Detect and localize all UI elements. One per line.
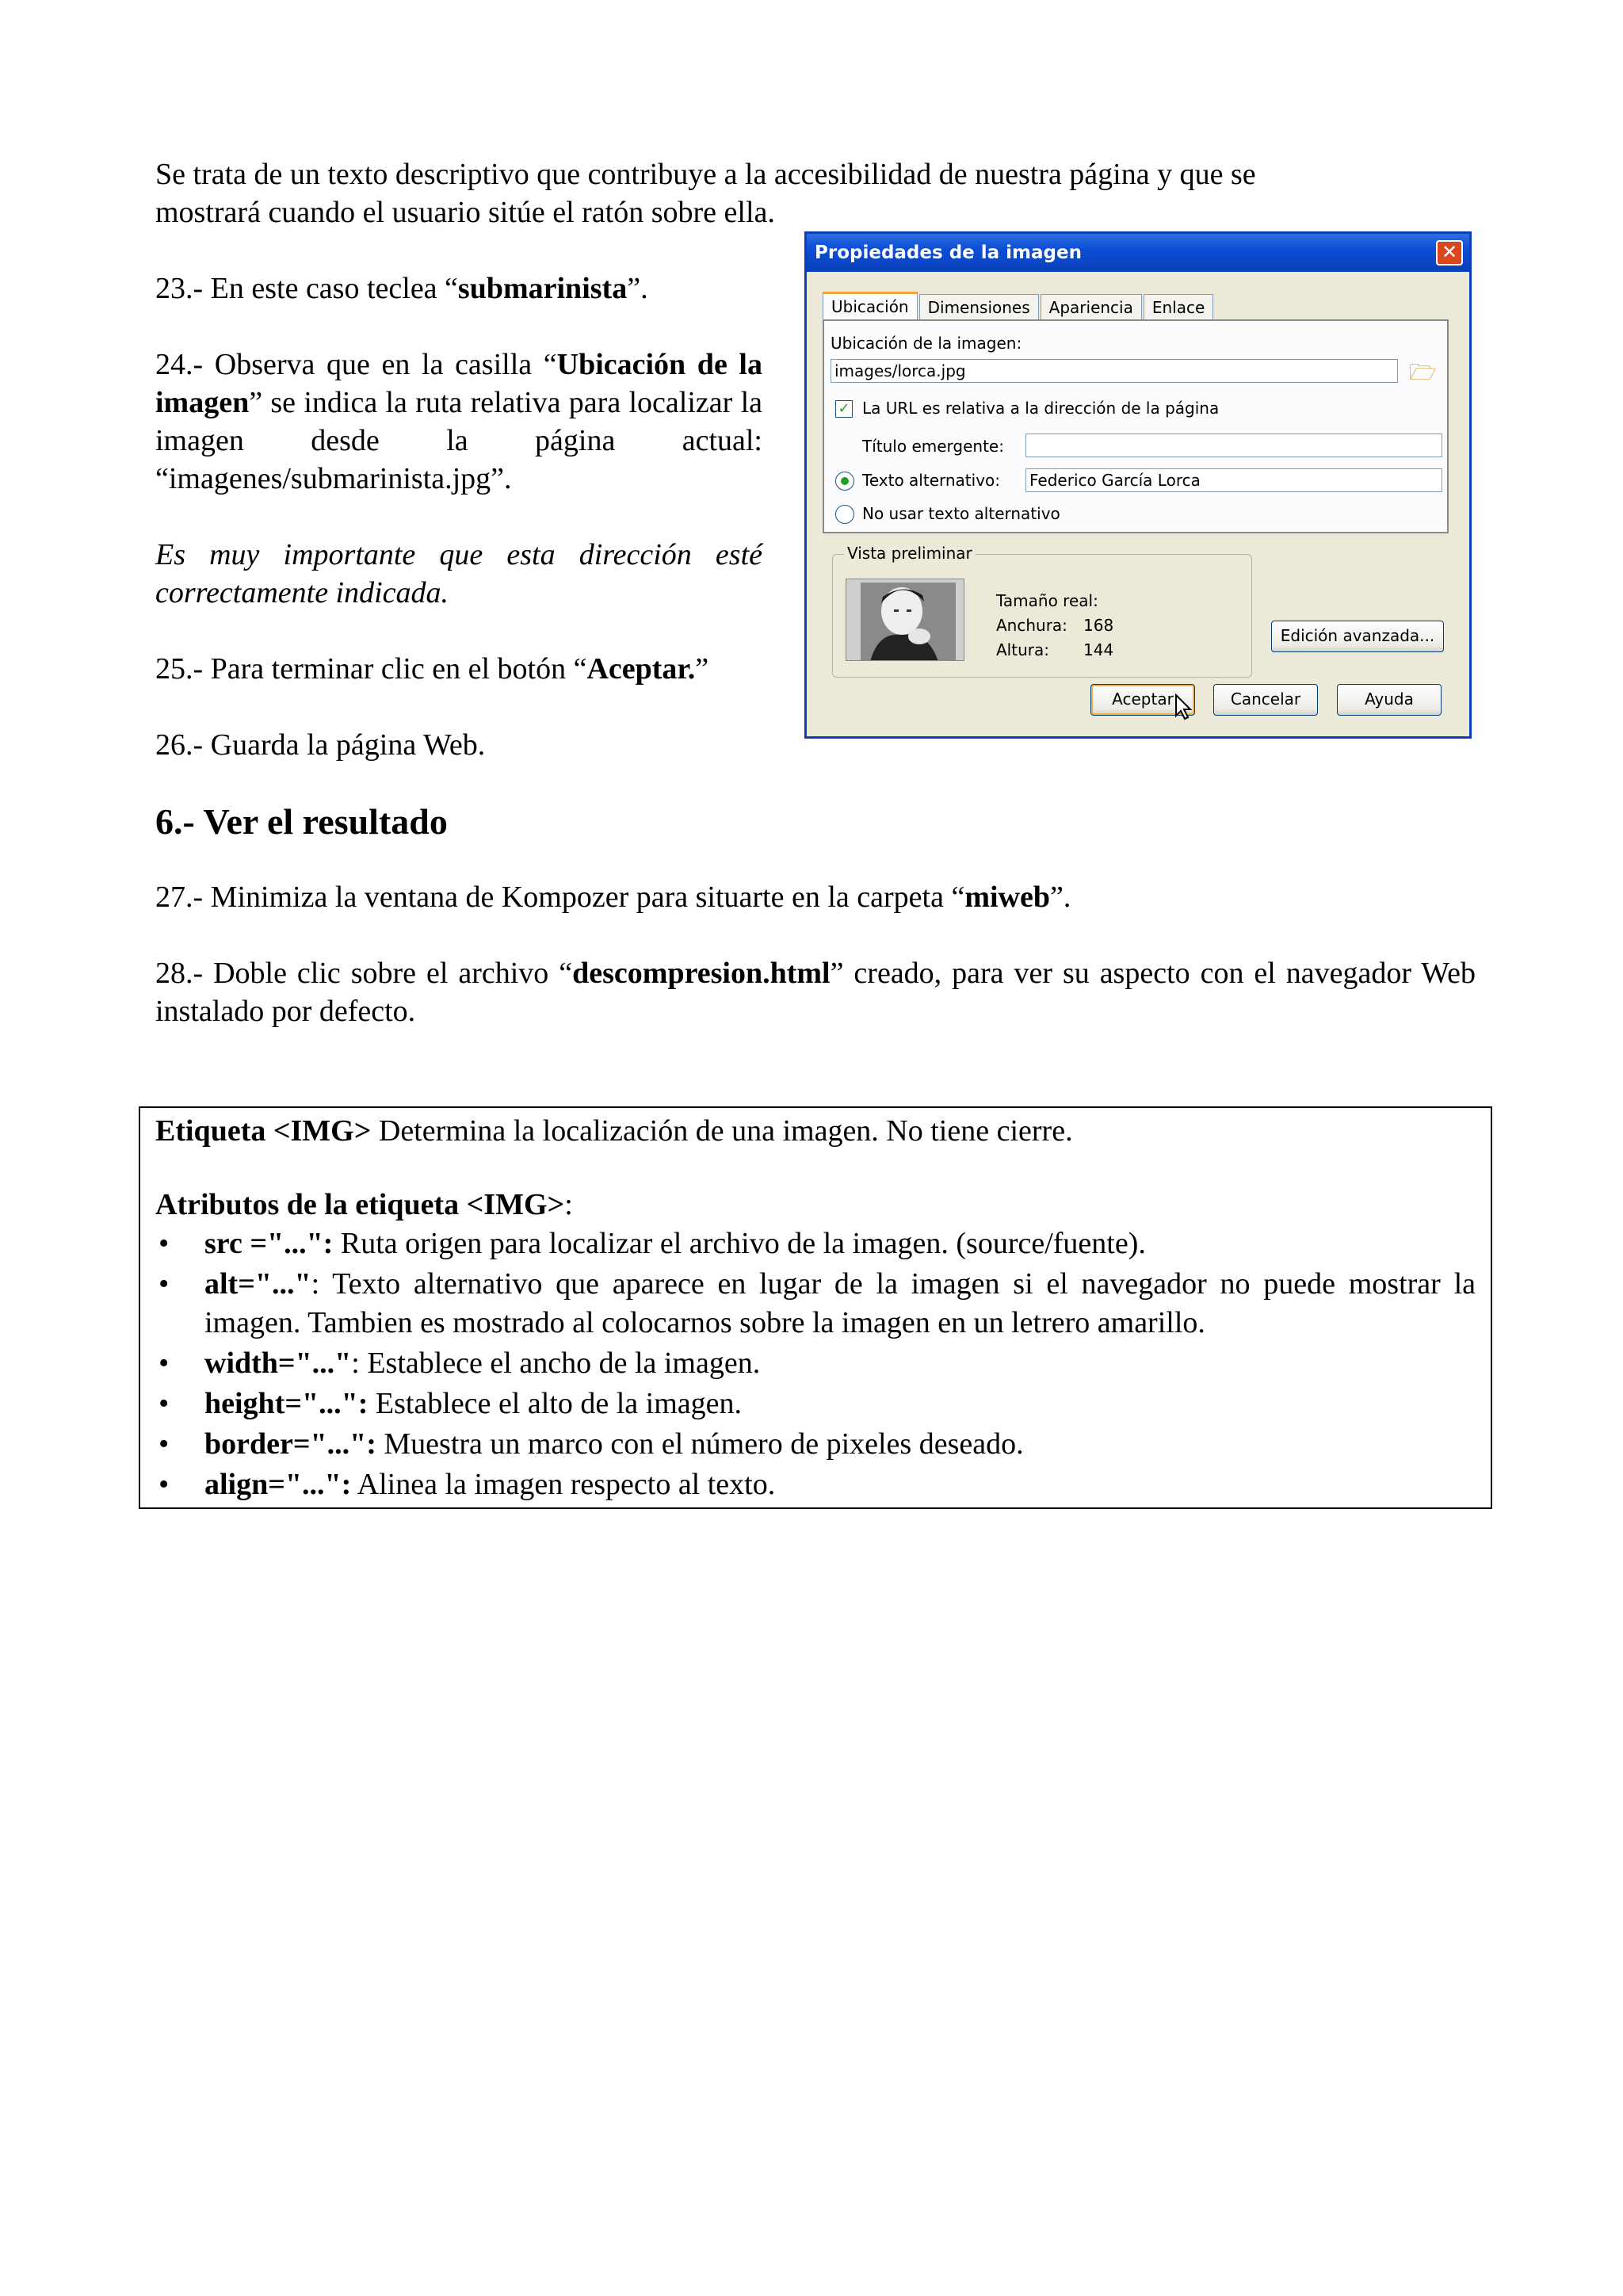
attribute-description: : Establece el ancho de la imagen. xyxy=(351,1347,761,1380)
url-relative-checkbox[interactable]: ✓ xyxy=(835,400,853,418)
dialog-tabs xyxy=(823,292,1215,320)
height-value: 144 xyxy=(1083,640,1114,659)
attribute-description: : Texto alternativo que aparece en lugar de la imagen si el navegador no puede mostrar la imagen. Tambien es mostrado al colocarnos sobre la imagen en un letrero amarillo. xyxy=(204,1267,1476,1339)
step-28-post: ” creado, para ver su aspecto con el navegador Web instalado por defecto. xyxy=(155,957,1476,1028)
close-icon[interactable]: ✕ xyxy=(1436,240,1463,266)
step-28-keyword: descompresion.html xyxy=(572,957,831,990)
dialog-title: Propiedades de la imagen xyxy=(815,243,1082,263)
help-button[interactable]: Ayuda xyxy=(1337,684,1442,716)
step-23-post: ”. xyxy=(627,272,648,305)
tab-apariencia[interactable]: Apariencia xyxy=(1041,294,1142,321)
attribute-name: border="...": xyxy=(204,1427,376,1461)
step-25-post: ” xyxy=(695,652,709,686)
list-item xyxy=(155,1385,1476,1423)
alt-text-label: Texto alternativo: xyxy=(862,471,1001,490)
preview-group xyxy=(832,544,1252,678)
attribute-name: width="..." xyxy=(204,1347,352,1380)
tooltip-label: Título emergente: xyxy=(862,437,1004,456)
img-attributes-heading xyxy=(155,1186,1476,1224)
img-attributes-colon: : xyxy=(564,1188,573,1221)
bullet-icon: • xyxy=(158,1387,170,1420)
step-23-keyword: submarinista xyxy=(457,272,628,305)
real-size-label: Tamaño real: xyxy=(996,591,1098,610)
step-23 xyxy=(155,269,766,308)
bullet-icon: • xyxy=(158,1468,170,1501)
step-28 xyxy=(155,954,1476,1030)
attribute-description: Alinea la imagen respecto al texto. xyxy=(351,1468,776,1501)
img-tag-description: Determina la localización de una imagen. No tiene cierre. xyxy=(371,1114,1073,1148)
cancel-button[interactable]: Cancelar xyxy=(1213,684,1318,716)
no-alt-text-label: No usar texto alternativo xyxy=(862,504,1060,523)
attribute-name: alt="..." xyxy=(204,1267,311,1301)
portrait-photo xyxy=(846,579,964,661)
tooltip-field[interactable] xyxy=(1025,434,1442,457)
no-alt-text-radio[interactable] xyxy=(835,505,854,524)
width-label: Anchura: xyxy=(996,616,1067,635)
step-27 xyxy=(155,878,1476,916)
step-27-keyword: miweb xyxy=(964,881,1050,914)
folder-open-icon[interactable]: 🗁 xyxy=(1409,359,1437,385)
italic-note xyxy=(155,536,762,612)
step-23-pre: 23.- En este caso teclea “ xyxy=(155,272,458,305)
step-28-pre: 28.- Doble clic sobre el archivo “ xyxy=(155,957,573,990)
list-item xyxy=(155,1465,1476,1504)
intro-line-1: Se trata de un texto descriptivo que contribuye a la accesibilidad de nuestra página y que se xyxy=(155,158,1256,191)
section-heading: 6.- Ver el resultado xyxy=(155,801,448,842)
preview-group-title: Vista preliminar xyxy=(844,544,976,563)
attribute-description: Ruta origen para localizar el archivo de la imagen. (source/fuente). xyxy=(333,1227,1146,1260)
italic-note-text: Es muy importante que esta dirección esté correctamente indicada. xyxy=(155,538,762,609)
step-24-keyword: Ubicación de la imagen xyxy=(155,348,762,419)
mouse-cursor-icon xyxy=(1174,693,1192,720)
dialog-titlebar xyxy=(807,234,1469,272)
list-item xyxy=(155,1224,1476,1263)
url-relative-label: La URL es relativa a la dirección de la página xyxy=(862,399,1220,418)
step-24-post: ” se indica la ruta relativa para localizar la imagen desde la página actual: “imagenes/submarinista.jpg”. xyxy=(155,386,762,495)
preview-image xyxy=(846,579,964,661)
alt-text-field[interactable]: Federico García Lorca xyxy=(1025,468,1442,492)
width-value: 168 xyxy=(1083,616,1114,635)
tab-enlace[interactable]: Enlace xyxy=(1144,294,1213,321)
step-26: 26.- Guarda la página Web. xyxy=(155,728,486,762)
attribute-name: align="...": xyxy=(204,1468,352,1501)
location-field[interactable]: images/lorca.jpg xyxy=(831,359,1398,383)
alt-text-radio[interactable] xyxy=(835,472,854,491)
height-label: Altura: xyxy=(996,640,1049,659)
list-item xyxy=(155,1265,1476,1343)
bullet-icon: • xyxy=(158,1347,170,1380)
attribute-name: height="...": xyxy=(204,1387,369,1420)
step-25 xyxy=(155,650,773,688)
attribute-name: src ="...": xyxy=(204,1227,334,1260)
attribute-description: Establece el alto de la imagen. xyxy=(368,1387,742,1420)
list-item xyxy=(155,1344,1476,1383)
img-attributes-title: Atributos de la etiqueta <IMG> xyxy=(155,1188,565,1221)
bullet-icon: • xyxy=(158,1267,170,1301)
tab-dimensiones[interactable]: Dimensiones xyxy=(919,294,1039,321)
attribute-description: Muestra un marco con el número de pixeles deseado. xyxy=(376,1427,1024,1461)
intro-line-2: mostrará cuando el usuario sitúe el ratón sobre ella. xyxy=(155,196,775,229)
img-tag-definition xyxy=(155,1112,1476,1150)
step-24 xyxy=(155,346,762,498)
tab-ubicacion[interactable]: Ubicación xyxy=(823,292,918,323)
advanced-edit-button[interactable]: Edición avanzada... xyxy=(1271,621,1444,652)
step-25-pre: 25.- Para terminar clic en el botón “ xyxy=(155,652,587,686)
step-25-keyword: Aceptar. xyxy=(586,652,696,686)
step-27-pre: 27.- Minimiza la ventana de Kompozer para situarte en la carpeta “ xyxy=(155,881,965,914)
bullet-icon: • xyxy=(158,1227,170,1260)
step-27-post: ”. xyxy=(1049,881,1071,914)
image-properties-dialog xyxy=(804,231,1472,739)
ok-button[interactable]: Aceptar xyxy=(1090,684,1195,716)
location-label: Ubicación de la imagen: xyxy=(831,334,1022,353)
list-item xyxy=(155,1425,1476,1464)
img-tag-name: Etiqueta <IMG> xyxy=(155,1114,372,1148)
img-attributes-list xyxy=(155,1224,1476,1506)
bullet-icon: • xyxy=(158,1427,170,1461)
step-24-pre: 24.- Observa que en la casilla “ xyxy=(155,348,557,381)
tab-panel-ubicacion xyxy=(823,319,1449,533)
